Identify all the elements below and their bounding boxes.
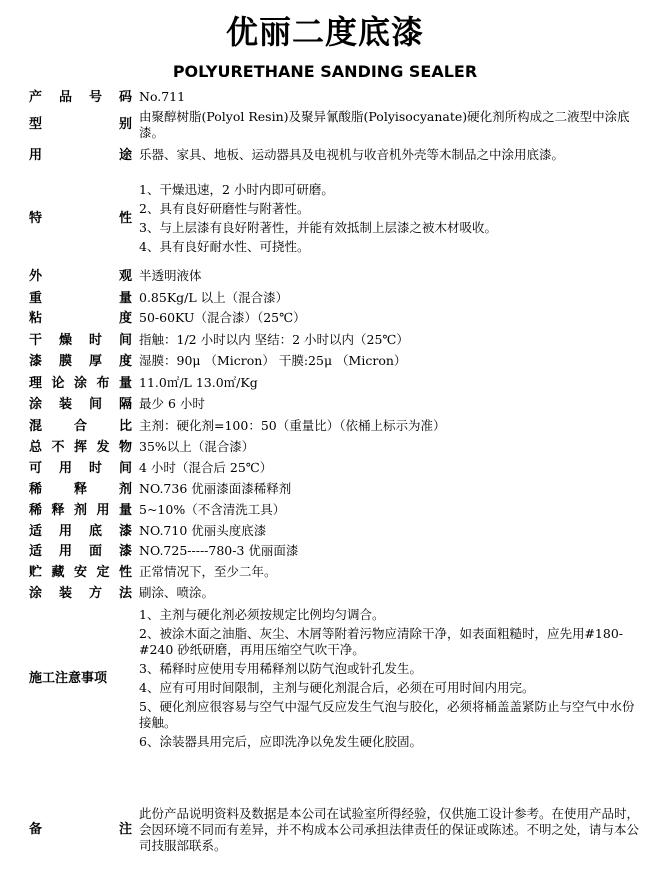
spec-value-line: No.711 xyxy=(139,89,186,104)
spec-label-char: 面 xyxy=(88,544,102,559)
spec-label-char: 间 xyxy=(118,461,132,476)
spec-value xyxy=(139,353,639,371)
spec-label-char: 漆 xyxy=(118,524,132,539)
spec-label xyxy=(29,396,132,414)
spec-label xyxy=(29,502,132,520)
spec-label-char: 不 xyxy=(51,440,65,455)
spec-label-char: 重 xyxy=(29,291,43,306)
spec-label-char: 施工注意事项 xyxy=(29,670,108,686)
spec-label-char: 观 xyxy=(118,269,132,284)
spec-label xyxy=(29,268,132,286)
spec-label-char: 装 xyxy=(58,586,72,601)
spec-value xyxy=(139,585,639,603)
spec-label-char: 理 xyxy=(29,376,43,391)
spec-value-line: 指触：1/2 小时以内 坚结：2 小时以内（25℃） xyxy=(139,332,409,347)
spec-value xyxy=(139,543,639,561)
spec-value-line: 刷涂、喷涂。 xyxy=(139,585,215,600)
spec-row xyxy=(29,607,639,750)
spec-label-char: 混 xyxy=(29,419,43,434)
spec-label-char: 发 xyxy=(96,440,110,455)
spec-value-line: 4、应有可用时间限制，主剂与硬化剂混合后，必须在可用时间内用完。 xyxy=(139,680,535,695)
spec-label-char: 膜 xyxy=(58,354,72,369)
spec-value-line: 4 小时（混合后 25℃） xyxy=(139,460,273,475)
spec-label-char: 总 xyxy=(29,440,43,455)
spec-label-char: 用 xyxy=(58,461,72,476)
spec-label-char: 方 xyxy=(88,586,102,601)
spec-label-char: 别 xyxy=(118,117,132,132)
spec-value xyxy=(139,310,639,328)
spec-value-line: 0.85Kg/L 以上（混合漆） xyxy=(139,290,289,305)
spec-value-line: 50-60KU（混合漆）（25℃） xyxy=(139,310,306,325)
spec-label-char: 涂 xyxy=(29,397,43,412)
spec-row xyxy=(29,396,639,414)
spec-label-char: 比 xyxy=(118,419,132,434)
spec-label-char: 度 xyxy=(118,311,132,326)
spec-value xyxy=(139,147,639,165)
spec-label-char: 时 xyxy=(88,461,102,476)
spec-row xyxy=(29,418,639,436)
spec-value-line: 6、涂装器具用完后，应即洗净以免发生硬化胶固。 xyxy=(139,734,422,749)
spec-label xyxy=(29,290,132,308)
spec-value xyxy=(139,396,639,414)
spec-value-line: 5~10%（不含清洗工具） xyxy=(139,502,286,517)
spec-value xyxy=(139,460,639,478)
spec-label-char: 安 xyxy=(73,565,87,580)
spec-row xyxy=(29,182,639,255)
spec-value xyxy=(139,375,639,393)
spec-label-char: 量 xyxy=(118,376,132,391)
product-title: 优丽二度底漆 xyxy=(225,13,424,51)
spec-label-char: 论 xyxy=(51,376,65,391)
spec-row xyxy=(29,332,639,350)
spec-value-line: NO.725-----780-3 优丽面漆 xyxy=(139,543,299,558)
spec-value-line: 主剂：硬化剂=100：50（重量比）（依桶上标示为准） xyxy=(139,418,446,433)
spec-label-char: 合 xyxy=(73,419,87,434)
spec-label-char: 法 xyxy=(118,586,132,601)
spec-label-char: 涂 xyxy=(29,586,43,601)
spec-value-line: 3、与上层漆有良好附著性，并能有效抵制上层漆之被木材吸收。 xyxy=(139,220,497,235)
spec-label-char: 码 xyxy=(118,90,132,105)
spec-value-line: NO.710 优丽头度底漆 xyxy=(139,523,267,538)
spec-label-char: 特 xyxy=(29,210,43,226)
spec-label-char: 漆 xyxy=(118,544,132,559)
spec-label-char: 布 xyxy=(96,376,110,391)
spec-label-char: 量 xyxy=(118,291,132,306)
spec-label xyxy=(29,523,132,541)
spec-value xyxy=(139,439,639,457)
spec-label-char: 剂 xyxy=(118,482,132,497)
spec-row xyxy=(29,543,639,561)
spec-value-line: 湿膜：90μ （Micron） 干膜:25μ （Micron） xyxy=(139,353,407,368)
spec-value xyxy=(139,182,639,255)
spec-label-char: 用 xyxy=(96,503,110,518)
spec-label-char: 装 xyxy=(58,397,72,412)
spec-value-line: 由聚醇树脂(Polyol Resin)及聚异氰酸脂(Polyisocyanate)硬化剂所构成之二液型中涂底漆。 xyxy=(139,109,630,140)
spec-label-char: 厚 xyxy=(88,354,102,369)
spec-row xyxy=(29,585,639,603)
spec-label xyxy=(29,375,132,393)
spec-label-char: 干 xyxy=(29,333,43,348)
spec-value-line: 1、干燥迅速，2 小时内即可研磨。 xyxy=(139,182,334,197)
spec-value xyxy=(139,268,639,286)
spec-label xyxy=(29,607,132,750)
spec-label-char: 剂 xyxy=(73,503,87,518)
spec-label-char: 途 xyxy=(118,148,132,163)
spec-row xyxy=(29,310,639,328)
spec-row xyxy=(29,109,639,141)
spec-label-char: 量 xyxy=(118,503,132,518)
spec-label-char: 稀 xyxy=(29,482,43,497)
spec-label-char: 漆 xyxy=(29,354,43,369)
spec-label-char: 间 xyxy=(88,397,102,412)
spec-label xyxy=(29,332,132,350)
spec-value xyxy=(139,502,639,520)
spec-label xyxy=(29,543,132,561)
spec-label xyxy=(29,310,132,328)
spec-row xyxy=(29,268,639,286)
spec-label xyxy=(29,439,132,457)
spec-label-char: 藏 xyxy=(51,565,65,580)
spec-label-char: 适 xyxy=(29,544,43,559)
spec-label-char: 释 xyxy=(73,482,87,497)
spec-label xyxy=(29,89,132,107)
spec-label-char: 挥 xyxy=(73,440,87,455)
spec-label-char: 粘 xyxy=(29,311,43,326)
spec-label-char: 备 xyxy=(29,822,43,837)
spec-value xyxy=(139,564,639,582)
spec-label-char: 时 xyxy=(88,333,102,348)
spec-label-char: 涂 xyxy=(73,376,87,391)
spec-label-char: 型 xyxy=(29,117,43,132)
spec-value-line: 此份产品说明资料及数据是本公司在试验室所得经验，仅供施工设计参考。在使用产品时，会因环境不同而有差异，并不构成本公司承担法律责任的保证或陈述。不明之处，请与本公司技服部联系。 xyxy=(139,806,640,853)
spec-label xyxy=(29,147,132,165)
spec-value-line: 2、具有良好研磨性与附著性。 xyxy=(139,201,310,216)
spec-label xyxy=(29,806,132,854)
spec-label xyxy=(29,109,132,141)
spec-value xyxy=(139,109,639,141)
spec-row xyxy=(29,502,639,520)
spec-value-line: NO.736 优丽漆面漆稀释剂 xyxy=(139,481,292,496)
spec-row xyxy=(29,460,639,478)
spec-value xyxy=(139,523,639,541)
spec-value-line: 正常情况下，至少二年。 xyxy=(139,564,277,579)
spec-label-char: 用 xyxy=(29,148,43,163)
spec-value xyxy=(139,607,639,750)
spec-value-line: 乐器、家具、地板、运动器具及电视机与收音机外壳等木制品之中涂用底漆。 xyxy=(139,147,565,162)
spec-value xyxy=(139,418,639,436)
spec-label-char: 用 xyxy=(58,524,72,539)
spec-label xyxy=(29,182,132,255)
spec-label xyxy=(29,481,132,499)
spec-label-char: 用 xyxy=(58,544,72,559)
spec-row xyxy=(29,375,639,393)
spec-label-char: 品 xyxy=(58,90,72,105)
spec-label-char: 稀 xyxy=(29,503,43,518)
spec-label-char: 注 xyxy=(118,822,132,837)
spec-row xyxy=(29,523,639,541)
product-subtitle: POLYURETHANE SANDING SEALER xyxy=(172,62,478,81)
spec-label xyxy=(29,418,132,436)
spec-label-char: 定 xyxy=(96,565,110,580)
spec-label-char: 释 xyxy=(51,503,65,518)
spec-label xyxy=(29,564,132,582)
spec-label xyxy=(29,353,132,371)
spec-value-line: 4、具有良好耐水性、可挠性。 xyxy=(139,239,310,254)
spec-label-char: 度 xyxy=(118,354,132,369)
spec-value-line: 3、稀释时应使用专用稀释剂以防气泡或针孔发生。 xyxy=(139,661,422,676)
spec-value-line: 5、硬化剂应很容易与空气中湿气反应发生气泡与胶化，必须将桶盖盖紧防止与空气中水份接触。 xyxy=(139,699,635,730)
spec-row xyxy=(29,353,639,371)
spec-label-char: 号 xyxy=(88,90,102,105)
spec-value-line: 35%以上（混合漆） xyxy=(139,439,255,454)
spec-value xyxy=(139,89,639,107)
spec-label-char: 产 xyxy=(29,90,43,105)
spec-value-line: 11.0㎡/L 13.0㎡/Kg xyxy=(139,375,258,390)
spec-value xyxy=(139,806,639,854)
spec-row xyxy=(29,481,639,499)
spec-label-char: 贮 xyxy=(29,565,43,580)
spec-label xyxy=(29,585,132,603)
spec-label-char: 间 xyxy=(118,333,132,348)
spec-row xyxy=(29,806,639,854)
spec-value xyxy=(139,332,639,350)
spec-value-line: 最少 6 小时 xyxy=(139,396,205,411)
spec-row xyxy=(29,564,639,582)
spec-value-line: 1、主剂与硬化剂必须按规定比例均匀调合。 xyxy=(139,607,385,622)
spec-label-char: 隔 xyxy=(118,397,132,412)
spec-value xyxy=(139,290,639,308)
spec-label-char: 性 xyxy=(118,565,132,580)
spec-label-char: 物 xyxy=(118,440,132,455)
spec-label-char: 性 xyxy=(118,210,132,226)
spec-label-char: 外 xyxy=(29,269,43,284)
spec-label-char: 底 xyxy=(88,524,102,539)
spec-value xyxy=(139,481,639,499)
spec-row xyxy=(29,147,639,165)
spec-label xyxy=(29,460,132,478)
spec-label-char: 可 xyxy=(29,461,43,476)
spec-value-line: 半透明液体 xyxy=(139,268,202,283)
spec-value-line: 2、被涂木面之油脂、灰尘、木屑等附着污物应清除干净，如表面粗糙时，应先用#180-#240 砂纸研磨，再用压缩空气吹干净。 xyxy=(139,626,624,657)
spec-label-char: 适 xyxy=(29,524,43,539)
spec-row xyxy=(29,439,639,457)
spec-label-char: 燥 xyxy=(58,333,72,348)
spec-row xyxy=(29,290,639,308)
spec-row xyxy=(29,89,639,107)
